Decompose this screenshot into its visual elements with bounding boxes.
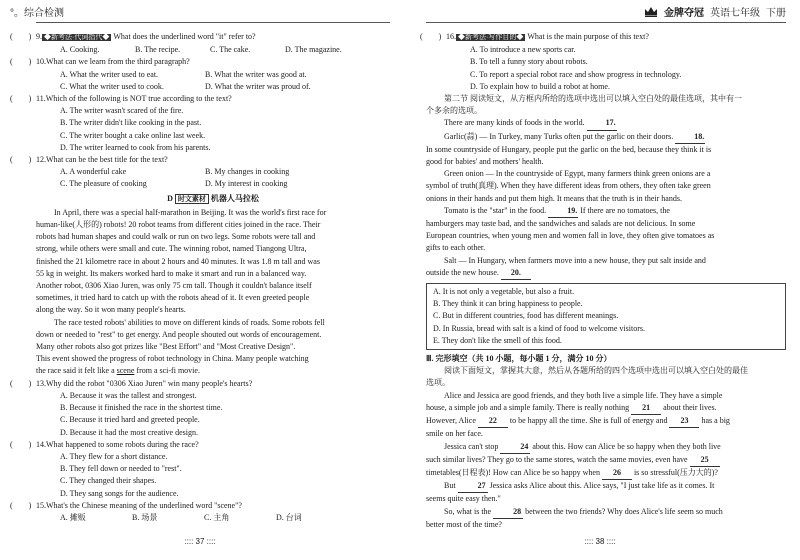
q15-option-b: B. 场景 [132, 512, 158, 522]
q10-option-c: C. What the writer used to cook. [60, 81, 164, 91]
q16-option-a: A. To introduce a new sports car. [470, 45, 576, 55]
blank-25[interactable]: 25 [690, 454, 720, 467]
food-line: good for babies' and mothers' health. [426, 157, 544, 167]
blank-19[interactable]: 19. [548, 205, 578, 218]
q15-option-a: A. 摊贩 [60, 512, 86, 522]
food-line: In some countryside of Hungary, people put the garlic on the bed, because they think it is [426, 144, 712, 154]
blank-27[interactable]: 27 [458, 480, 488, 493]
q14-option-c: C. They changed their shapes. [60, 476, 157, 486]
part2-title-cont: 个多余的选项。 [426, 106, 482, 116]
cloze-line [426, 467, 786, 480]
passage-text: the race said it felt like a [36, 366, 115, 376]
page-header-right [426, 0, 786, 23]
part3-instruction: 阅读下面短文，掌握其大意，然后从各题所给的四个选项中选出可以填入空白处的最佳 [444, 366, 748, 376]
food-line [426, 267, 786, 280]
q16-tag: ◆新考法·写作目的◆ [458, 34, 524, 41]
passage-line [36, 365, 390, 377]
q15-num: 15. [36, 500, 46, 510]
food-line: European countries, when young men and women fall in love, they often give tomatoes as [426, 231, 715, 241]
food-line: Salt — In Hungary, when farmers move into a new house, they put salt inside and [444, 255, 706, 265]
q9-option-d: D. The magazine. [285, 45, 342, 55]
cloze-line [426, 415, 786, 428]
blank-22[interactable]: 22 [478, 415, 508, 428]
q16-option-d: D. To explain how to build a robot at home. [470, 81, 610, 91]
section-d-heading [36, 193, 390, 205]
blank-20[interactable]: 20. [501, 267, 531, 280]
passage-line: This event showed the progress of robot technology in China. Many people watching [36, 354, 309, 364]
blank-24[interactable]: 24 [500, 441, 530, 454]
cloze-line: better most of the time? [426, 519, 502, 529]
food-line: symbol of truth(真理). When they have different ideas from others, they often take green [426, 181, 711, 191]
q9-option-c: C. The cake. [210, 45, 251, 55]
header-left-title: °。综合检测 [10, 7, 64, 19]
cloze-text: is so stressful(压力大的)? [633, 467, 718, 477]
q10-options-2 [36, 81, 390, 93]
food-line: Green onion — In the countryside of Egypt, many farmers think green onions are a [444, 169, 711, 179]
cloze-line: smile on her face. [426, 429, 483, 439]
blank-17[interactable]: 17. [587, 117, 617, 130]
question-12: ( ) 12.What can be the best title for the text? [10, 155, 168, 165]
q11-text: Which of the following is NOT true according to the text? [45, 94, 232, 104]
page-header-left [10, 0, 390, 23]
q15-option-c: C. 主角 [204, 512, 230, 522]
food-text: Tomato is the "star" in the food. [444, 205, 547, 215]
q13-option-a: A. Because it was the tallest and strongest. [60, 390, 197, 400]
cloze-text: But [444, 481, 456, 491]
q13-text: Why did the robot "0306 Xiao Juren" win many people's hearts? [46, 378, 253, 388]
q12-options-1 [36, 166, 390, 178]
q13-option-c: C. Because it tried hard and greeted people. [60, 415, 200, 425]
cloze-line [426, 441, 786, 454]
cloze-line [426, 454, 786, 467]
q13-option-d: D. Because it had the most creative design. [60, 427, 198, 437]
question-13: ( ) 13.Why did the robot "0306 Xiao Juren" win many people's hearts? [10, 378, 253, 388]
part3-instruction-cont: 选项。 [426, 378, 450, 388]
passage-line: The race tested robots' abilities to move on different kinds of roads. Some robots fell [54, 317, 325, 327]
q11-option-b: B. The writer didn't like cooking in the past. [60, 118, 202, 128]
header-volume: 下册 [766, 7, 786, 19]
cloze-text: to be happy all the time. She is full of energy and [509, 416, 668, 426]
q12-option-a: A. A wonderful cake [60, 167, 127, 177]
q14-text: What happened to some robots during the race? [46, 439, 199, 449]
passage-line: down or needed to "rest" to get energy. And people shouted out words of encouragement. [36, 329, 322, 339]
q12-option-d: D. My interest in cooking [205, 179, 288, 189]
passage-d [36, 207, 390, 378]
q9-tag: ◆新考法·代词指代◆ [44, 34, 110, 41]
q14-option-b: B. They fell down or needed to "rest". [60, 464, 182, 474]
q15-options [36, 512, 390, 524]
q13-option-b: B. Because it finished the race in the shortest time. [60, 403, 223, 413]
cloze-passage [426, 390, 786, 531]
cloze-text: Jessica asks Alice about this. Alice says, "I just take life as it comes. It [489, 481, 715, 491]
food-text: If there are no tomatoes, the [580, 205, 670, 215]
cloze-line [426, 506, 786, 519]
cloze-text: Jessica can't stop [444, 441, 499, 451]
passage-line: sometimes, it tried hard to catch up with the robots ahead of it. It even greeted people [36, 293, 310, 303]
question-15: ( ) 15.What's the Chinese meaning of the underlined word "scene"? [10, 500, 242, 510]
box-option-e: E. They don't like the smell of this food. [433, 335, 562, 345]
food-text: There are many kinds of foods in the world. [444, 118, 585, 128]
blank-26[interactable]: 26 [602, 467, 632, 480]
food-passage [426, 117, 786, 280]
q12-text: What can be the best title for the text? [46, 155, 168, 165]
header-subtitle: 英语七年级 [710, 7, 760, 19]
box-option-b: B. They think it can bring happiness to people. [433, 299, 583, 309]
cloze-text: has a big [701, 416, 730, 426]
food-line [426, 131, 786, 144]
food-line [426, 205, 786, 218]
q10-num: 10. [36, 57, 46, 67]
q13-num: 13. [36, 378, 46, 388]
food-line: onions in their hands and put them high. It means that the truth is in their hands. [426, 193, 682, 203]
q14-option-a: A. They flew for a short distance. [60, 451, 168, 461]
cloze-text: about this. How can Alice be so happy when they both live [532, 441, 721, 451]
cloze-text: So, what is the [444, 506, 492, 516]
q12-num: 12. [36, 155, 46, 165]
underlined-word-scene: scene [116, 366, 135, 376]
page-number-left: 37 [195, 537, 205, 546]
q16-num: 16. [446, 32, 456, 41]
q9-option-b: B. The recipe. [135, 45, 181, 55]
cloze-line: seems quite easy then." [426, 494, 501, 504]
passage-line: finished the 21 kilometre race in about 2 hours and 40 minutes. It was 1.8 m tall and was [36, 256, 320, 266]
q9-options [36, 44, 390, 56]
section-d-tag: 时文素材 [175, 194, 209, 204]
cloze-line: Alice and Jessica are good friends, and they both live a simple life. They have a simple [444, 390, 723, 400]
part2-title: 第二节 阅读短文，从方框内所给的选项中选出可以填入空白处的最佳选项，其中有一 [444, 94, 742, 104]
section-d-label: D [167, 193, 173, 203]
passage-line: 55 kg in weight. Its makers worked hard to make it smart and run in a balanced way. [36, 268, 307, 278]
q10-text: What can we learn from the third paragraph? [46, 57, 190, 67]
cloze-line [426, 402, 786, 415]
q14-option-d: D. They sang songs for the audience. [60, 488, 179, 498]
q11-option-d: D. The writer learned to cook from his parents. [60, 142, 211, 152]
blank-18[interactable]: 18. [675, 131, 705, 144]
cloze-text: timetables(日程表)! How can Alice be so happy when [426, 467, 600, 477]
passage-line: strong, while others were small and cute. The winning robot, named Tiangong Ultra, [36, 244, 307, 254]
food-line: gifts to each other. [426, 243, 486, 253]
section-d-title: 机器人马拉松 [210, 193, 259, 203]
q16-option-c: C. To report a special robot race and show progress in technology. [470, 69, 682, 79]
passage-line: Another robot, 0306 Xiao Juren, was only 75 cm tall. Though it couldn't balance itself [36, 281, 312, 291]
blank-23[interactable]: 23 [669, 415, 699, 428]
cloze-text: such similar lives? They go to the same stores, watch the same movies, even have [426, 454, 688, 464]
header-left-text: 综合检测 [24, 7, 64, 19]
box-option-a: A. It is not only a vegetable, but also a fruit. [433, 287, 575, 297]
food-line [426, 117, 786, 130]
q11-option-c: C. The writer bought a cake online last week. [60, 130, 206, 140]
food-text: Garlic(蒜) — In Turkey, many Turks often put the garlic on their doors. [444, 131, 674, 141]
q12-option-b: B. My changes in cooking [205, 167, 290, 177]
question-16: ( ) 16. ◆新考法·写作目的◆ What is the main purpose of this text? [420, 32, 649, 41]
header-brand: 金牌夺冠 [664, 7, 704, 19]
cloze-text: between the two friends? Why does Alice's life seem so much [525, 506, 723, 516]
q10-option-a: A. What the writer used to eat. [60, 69, 159, 79]
q12-options-2 [36, 178, 390, 190]
q9-num: 9. [36, 32, 42, 41]
box-option-d: D. In Russia, bread with salt is a kind of food to welcome visitors. [433, 323, 645, 333]
question-14: ( ) 14.What happened to some robots during the race? [10, 439, 199, 449]
box-option-c: C. But in different countries, food has different meanings. [433, 311, 619, 321]
cloze-text: house, a simple job and a simple family. There is really nothing [426, 402, 630, 412]
q12-option-c: C. The pleasure of cooking [60, 179, 147, 189]
passage-line: robots had human shapes and could walk or run on two legs. Some robots were tall and [36, 232, 316, 242]
q9-option-a: A. Cooking. [60, 45, 100, 55]
right-page [400, 0, 800, 560]
q16-option-b: B. To tell a funny story about robots. [470, 57, 588, 67]
cloze-text: However, Alice [426, 416, 476, 426]
blank-21[interactable]: 21 [631, 402, 661, 415]
passage-line: Many other robots also got prizes like "Best Effort" and "Most Creative Design". [36, 342, 296, 352]
page-footer-right: :::: 38 :::: [584, 537, 616, 546]
q11-option-a: A. The writer wasn't scared of the fire. [60, 106, 184, 116]
q15-option-d: D. 台词 [276, 512, 302, 522]
cloze-text: about their lives. [663, 402, 717, 412]
page-number-right: 38 [595, 537, 605, 546]
cloze-line [426, 480, 786, 493]
blank-28[interactable]: 28 [493, 506, 523, 519]
q10-options-1 [36, 69, 390, 81]
passage-text: from a sci-fi movie. [134, 366, 200, 376]
question-9: ( ) 9. ◆新考法·代词指代◆ What does the underlined word "it" refer to? [10, 32, 256, 41]
q10-option-d: D. What the writer was proud of. [205, 81, 311, 91]
passage-line: In April, there was a special half-marathon in Beijing. It was the world's first race for [54, 207, 327, 217]
crown-icon [644, 6, 658, 17]
q16-text: What is the main purpose of this text? [527, 32, 649, 41]
q11-num: 11. [36, 94, 46, 104]
options-box [426, 283, 786, 350]
page-footer-left: :::: 37 :::: [184, 537, 216, 546]
question-11: ( ) 11.Which of the following is NOT true according to the text? [10, 94, 232, 104]
header-brand-group [644, 4, 786, 19]
part3-title: Ⅲ. 完形填空（共 10 小题，每小题 1 分，满分 10 分） [426, 354, 612, 364]
q15-text: What's the Chinese meaning of the underlined word "scene"? [46, 500, 242, 510]
passage-line: along the way. So it won many people's hearts. [36, 305, 186, 315]
food-text: outside the new house. [426, 267, 499, 277]
q9-text: What does the underlined word "it" refer to? [113, 32, 256, 41]
passage-line: human-like(人形的) robots! 20 robot teams from different cities joined in the race. Their [36, 220, 321, 230]
q14-num: 14. [36, 439, 46, 449]
question-10: ( ) 10.What can we learn from the third paragraph? [10, 57, 190, 67]
q10-option-b: B. What the writer was good at. [205, 69, 307, 79]
food-line: hamburgers may taste bad, and the sandwiches and salads are not delicious. In some [426, 219, 696, 229]
